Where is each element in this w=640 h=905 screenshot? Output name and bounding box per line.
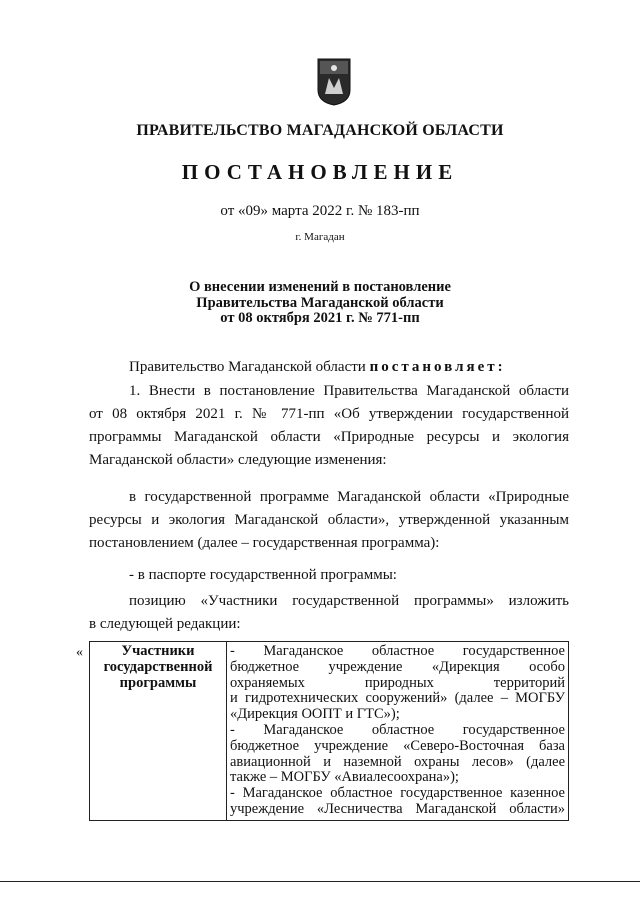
content-line: - Магаданское областное государственное [230,643,565,659]
body-intro [89,356,569,379]
date-and-number: от «09» марта 2022 г. № 183-пп [220,203,420,219]
head-line: государственной [103,658,213,675]
head-line: Участники [121,643,195,659]
intro-prefix: Правительство Магаданской области [129,359,366,375]
head-line: программы [119,674,197,691]
table-head-cell [90,642,227,821]
subject-line: от 08 октября 2021 г. № 771-пп [220,310,420,326]
paragraph-line: в государственной программе Магаданской области «Природные [129,489,569,505]
subject-line: Правительства Магаданской области [196,294,444,311]
paragraph-line: позицию «Участники государственной программы» изложить [129,593,569,609]
city-name: г. Магадан [295,231,345,243]
table-row [90,642,569,821]
program-paragraph [89,486,569,555]
intro-verb: постановляет: [369,359,506,375]
content-line: также – МОГБУ «Авиалесоохрана»); [230,769,459,786]
document-type-title: ПОСТАНОВЛЕНИЕ [181,160,459,184]
opening-quote: « [76,645,83,660]
participants-table [89,641,569,821]
paragraph-line: ресурсы и экология Магаданской области», утвержденной указанным [89,512,569,528]
content-line: бюджетное учреждение «Дирекция особо [230,658,565,675]
paragraph-line: от 08 октября 2021 г. № 771-пп «Об утверждении государственной [89,406,569,422]
coat-of-arms-emblem [317,58,351,106]
content-line: авиационной и наземной охраны лесов» (далее [230,753,565,770]
content-line: учреждение «Лесничества Магаданской области» [230,800,565,817]
decree-subject [0,280,640,327]
content-line: бюджетное учреждение «Северо-Восточная база [230,737,565,754]
paragraph-line: - в паспорте государственной программы: [129,567,397,583]
table-content-cell [227,642,569,821]
paragraph-line: 1. Внести в постановление Правительства Магаданской области [129,383,569,399]
content-line: «Дирекция ООПТ и ГТС»); [230,706,400,723]
paragraph-line: в следующей редакции: [89,616,241,632]
passport-paragraph [89,564,569,587]
item-1-paragraph [89,380,569,472]
subject-line: О внесении изменений в постановление [189,279,451,295]
government-title: ПРАВИТЕЛЬСТВО МАГАДАНСКОЙ ОБЛАСТИ [136,122,504,139]
footer-rule [0,881,640,882]
content-line: - Магаданское областное государственное [230,721,565,738]
intro-line [89,356,569,379]
position-paragraph [89,590,569,636]
paragraph-line: программы Магаданской области «Природные ресурсы и экология [89,429,569,445]
paragraph-line: Магаданской области» следующие изменения: [89,452,387,468]
content-line: охраняемых природных территорий [230,674,565,691]
paragraph-line: постановлением (далее – государственная программа): [89,535,440,551]
content-line: - Магаданское областное государственное казенное [230,785,565,802]
content-line: и гидротехнических сооружений» (далее – МОГБУ [230,690,565,707]
